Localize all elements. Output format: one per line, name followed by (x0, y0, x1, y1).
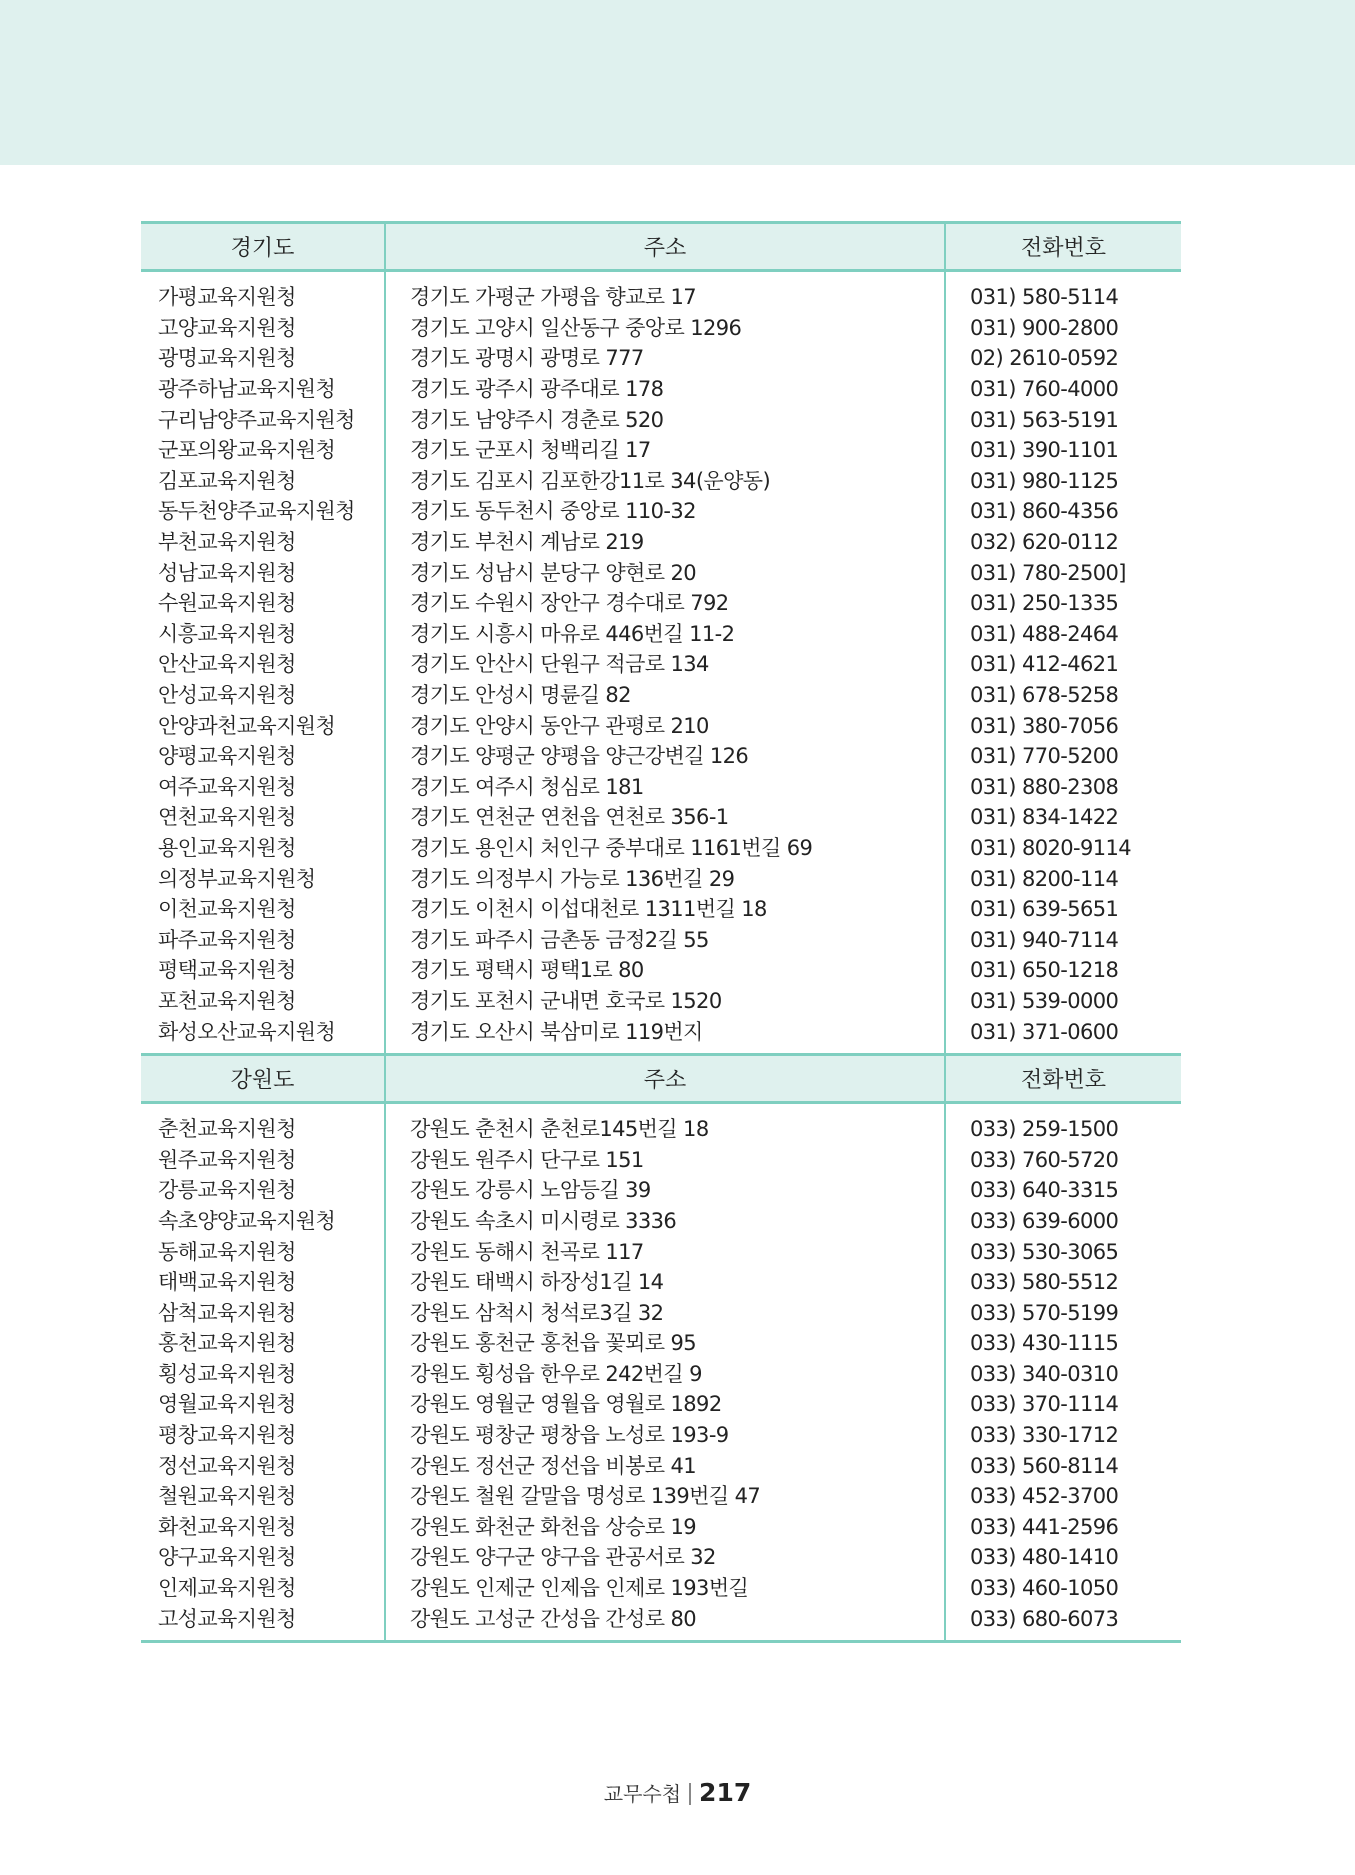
office-address: 경기도 안양시 동안구 관평로 210 (385, 710, 945, 741)
office-phone: 033) 560-8114 (945, 1450, 1181, 1481)
section-header-row (141, 223, 1181, 271)
office-name: 인제교육지원청 (158, 1576, 296, 1601)
office-name: 가평교육지원청 (158, 285, 296, 310)
office-name: 파주교육지원청 (158, 927, 296, 952)
office-address: 강원도 양구군 양구읍 관공서로 32 (385, 1542, 945, 1573)
table-row (141, 313, 1181, 344)
table-row (141, 1267, 1181, 1298)
table-row (141, 1359, 1181, 1390)
footer-divider (689, 1783, 691, 1805)
office-address: 경기도 군포시 청백리길 17 (385, 435, 945, 466)
office-name: 안양과천교육지원청 (158, 713, 336, 738)
office-address: 강원도 횡성읍 한우로 242번길 9 (385, 1359, 945, 1390)
table-row (141, 1420, 1181, 1451)
address-header: 주소 (385, 223, 945, 271)
office-phone: 031) 770-5200 (945, 741, 1181, 772)
office-address: 경기도 양평군 양평읍 양근강변길 126 (385, 741, 945, 772)
office-address: 경기도 포천시 군내면 호국로 1520 (385, 986, 945, 1017)
office-address: 경기도 수원시 장안구 경수대로 792 (385, 588, 945, 619)
office-phone: 033) 340-0310 (945, 1359, 1181, 1390)
office-phone: 031) 834-1422 (945, 802, 1181, 833)
table-row (141, 833, 1181, 864)
office-phone: 031) 412-4621 (945, 649, 1181, 680)
office-name: 평택교육지원청 (158, 958, 296, 983)
office-name: 용인교육지원청 (158, 835, 296, 860)
table-row (141, 741, 1181, 772)
office-phone: 033) 452-3700 (945, 1481, 1181, 1512)
table-row (141, 466, 1181, 497)
office-phone: 031) 563-5191 (945, 404, 1181, 435)
table-row (141, 1175, 1181, 1206)
table-row (141, 435, 1181, 466)
phone-header: 전화번호 (945, 223, 1181, 271)
office-name: 동해교육지원청 (158, 1239, 296, 1264)
table-row (141, 649, 1181, 680)
office-name: 안성교육지원청 (158, 683, 296, 708)
table-row (141, 1481, 1181, 1512)
office-name: 양평교육지원청 (158, 744, 296, 769)
office-address: 경기도 의정부시 가능로 136번길 29 (385, 863, 945, 894)
region-header: 경기도 (141, 223, 385, 271)
page-number: 217 (699, 1778, 752, 1807)
office-address: 경기도 연천군 연천읍 연천로 356-1 (385, 802, 945, 833)
office-name: 고성교육지원청 (141, 1603, 385, 1641)
office-address: 경기도 용인시 처인구 중부대로 1161번길 69 (385, 833, 945, 864)
office-name: 군포의왕교육지원청 (158, 438, 336, 463)
office-phone: 031) 371-0600 (945, 1016, 1181, 1054)
office-phone: 031) 780-2500] (945, 557, 1181, 588)
office-name: 화성오산교육지원청 (141, 1016, 385, 1054)
office-phone: 031) 250-1335 (945, 588, 1181, 619)
office-address: 강원도 철원 갈말읍 명성로 139번길 47 (385, 1481, 945, 1512)
table-row (141, 680, 1181, 711)
book-title: 교무수첩 (603, 1782, 682, 1806)
office-phone: 033) 430-1115 (945, 1328, 1181, 1359)
office-address: 경기도 여주시 청심로 181 (385, 772, 945, 803)
table-row (141, 1328, 1181, 1359)
office-phone: 031) 860-4356 (945, 496, 1181, 527)
office-address: 강원도 정선군 정선읍 비봉로 41 (385, 1450, 945, 1481)
table-row (141, 1512, 1181, 1543)
office-address: 경기도 안성시 명륜길 82 (385, 680, 945, 711)
table-row (141, 404, 1181, 435)
office-phone: 033) 639-6000 (945, 1206, 1181, 1237)
office-name: 동두천양주교육지원청 (158, 499, 355, 524)
office-address: 강원도 태백시 하장성1길 14 (385, 1267, 945, 1298)
office-address: 강원도 평창군 평창읍 노성로 193-9 (385, 1420, 945, 1451)
table-row (141, 710, 1181, 741)
office-phone: 031) 390-1101 (945, 435, 1181, 466)
office-name: 구리남양주교육지원청 (158, 407, 355, 432)
table-row (141, 1102, 1181, 1144)
office-address: 경기도 성남시 분당구 양현로 20 (385, 557, 945, 588)
table-row (141, 894, 1181, 925)
office-phone: 033) 370-1114 (945, 1389, 1181, 1420)
header-band (0, 0, 1355, 165)
office-phone: 033) 480-1410 (945, 1542, 1181, 1573)
office-address: 강원도 삼척시 청석로3길 32 (385, 1297, 945, 1328)
table-row (141, 986, 1181, 1017)
office-phone: 031) 580-5114 (945, 271, 1181, 313)
table-row (141, 955, 1181, 986)
office-address: 경기도 남양주시 경춘로 520 (385, 404, 945, 435)
office-name: 화천교육지원청 (158, 1514, 296, 1539)
office-name: 시흥교육지원청 (158, 621, 296, 646)
office-phone: 033) 570-5199 (945, 1297, 1181, 1328)
office-phone: 031) 650-1218 (945, 955, 1181, 986)
table-row (141, 374, 1181, 405)
office-phone: 033) 460-1050 (945, 1573, 1181, 1604)
table-row (141, 924, 1181, 955)
office-address: 강원도 인제군 인제읍 인제로 193번길 (385, 1573, 945, 1604)
office-phone: 033) 680-6073 (945, 1603, 1181, 1641)
office-address: 강원도 원주시 단구로 151 (385, 1144, 945, 1175)
office-phone: 032) 620-0112 (945, 527, 1181, 558)
office-phone: 031) 639-5651 (945, 894, 1181, 925)
office-address: 경기도 시흥시 마유로 446번길 11-2 (385, 619, 945, 650)
office-phone: 033) 441-2596 (945, 1512, 1181, 1543)
education-office-directory-table (141, 221, 1181, 1643)
table-row (141, 1573, 1181, 1604)
office-address: 강원도 화천군 화천읍 상승로 19 (385, 1512, 945, 1543)
table-row (141, 1206, 1181, 1237)
office-address: 경기도 김포시 김포한강11로 34(운양동) (385, 466, 945, 497)
table-row (141, 1542, 1181, 1573)
office-phone: 033) 330-1712 (945, 1420, 1181, 1451)
office-phone: 031) 980-1125 (945, 466, 1181, 497)
office-name: 광명교육지원청 (158, 346, 296, 371)
table-row (141, 772, 1181, 803)
office-address: 강원도 영월군 영월읍 영월로 1892 (385, 1389, 945, 1420)
office-address: 경기도 부천시 계남로 219 (385, 527, 945, 558)
office-name: 강릉교육지원청 (158, 1178, 296, 1203)
office-name: 의정부교육지원청 (158, 866, 316, 891)
office-address: 강원도 속초시 미시령로 3336 (385, 1206, 945, 1237)
section-header-row (141, 1054, 1181, 1102)
office-name: 삼척교육지원청 (158, 1300, 296, 1325)
office-address: 경기도 이천시 이섭대천로 1311번길 18 (385, 894, 945, 925)
page-footer (0, 1778, 1355, 1807)
office-name: 춘천교육지원청 (158, 1117, 296, 1142)
table-row (141, 1603, 1181, 1641)
office-name: 횡성교육지원청 (158, 1361, 296, 1386)
table-row (141, 557, 1181, 588)
office-address: 강원도 강릉시 노암등길 39 (385, 1175, 945, 1206)
table-row (141, 343, 1181, 374)
office-name: 원주교육지원청 (158, 1147, 296, 1172)
office-name: 광주하남교육지원청 (158, 377, 336, 402)
table-row (141, 527, 1181, 558)
office-phone: 031) 8200-114 (945, 863, 1181, 894)
office-name: 김포교육지원청 (158, 468, 296, 493)
office-name: 고양교육지원청 (158, 315, 296, 340)
office-phone: 031) 539-0000 (945, 986, 1181, 1017)
office-phone: 033) 640-3315 (945, 1175, 1181, 1206)
office-address: 경기도 고양시 일산동구 중앙로 1296 (385, 313, 945, 344)
office-name: 태백교육지원청 (158, 1270, 296, 1295)
office-address: 경기도 가평군 가평읍 향교로 17 (385, 271, 945, 313)
office-phone: 031) 678-5258 (945, 680, 1181, 711)
office-address: 강원도 춘천시 춘천로145번길 18 (385, 1102, 945, 1144)
office-phone: 033) 580-5512 (945, 1267, 1181, 1298)
office-phone: 031) 380-7056 (945, 710, 1181, 741)
office-name: 영월교육지원청 (158, 1392, 296, 1417)
office-name: 홍천교육지원청 (158, 1331, 296, 1356)
table-row (141, 863, 1181, 894)
office-address: 경기도 파주시 금촌동 금정2길 55 (385, 924, 945, 955)
table-row (141, 588, 1181, 619)
table-row (141, 619, 1181, 650)
table-row (141, 1016, 1181, 1054)
office-name: 포천교육지원청 (158, 988, 296, 1013)
office-name: 성남교육지원청 (158, 560, 296, 585)
office-address: 강원도 동해시 천곡로 117 (385, 1236, 945, 1267)
office-phone: 033) 259-1500 (945, 1102, 1181, 1144)
table-row (141, 1297, 1181, 1328)
office-name: 평창교육지원청 (158, 1423, 296, 1448)
office-phone: 031) 760-4000 (945, 374, 1181, 405)
table-row (141, 1389, 1181, 1420)
office-phone: 031) 8020-9114 (945, 833, 1181, 864)
office-address: 경기도 평택시 평택1로 80 (385, 955, 945, 986)
office-phone: 02) 2610-0592 (945, 343, 1181, 374)
office-phone: 031) 880-2308 (945, 772, 1181, 803)
table-row (141, 496, 1181, 527)
table-row (141, 1450, 1181, 1481)
table-row (141, 1236, 1181, 1267)
office-phone: 031) 900-2800 (945, 313, 1181, 344)
office-address: 강원도 고성군 간성읍 간성로 80 (385, 1603, 945, 1641)
office-address: 경기도 안산시 단원구 적금로 134 (385, 649, 945, 680)
table-row (141, 802, 1181, 833)
office-address: 경기도 오산시 북삼미로 119번지 (385, 1016, 945, 1054)
office-phone: 033) 530-3065 (945, 1236, 1181, 1267)
office-name: 연천교육지원청 (158, 805, 296, 830)
table-row (141, 1144, 1181, 1175)
office-name: 수원교육지원청 (158, 591, 296, 616)
office-name: 양구교육지원청 (158, 1545, 296, 1570)
office-name: 철원교육지원청 (158, 1484, 296, 1509)
table-row (141, 271, 1181, 313)
address-header: 주소 (385, 1054, 945, 1102)
office-name: 정선교육지원청 (158, 1453, 296, 1478)
office-phone: 033) 760-5720 (945, 1144, 1181, 1175)
office-address: 경기도 광주시 광주대로 178 (385, 374, 945, 405)
office-phone: 031) 940-7114 (945, 924, 1181, 955)
office-address: 경기도 광명시 광명로 777 (385, 343, 945, 374)
office-name: 안산교육지원청 (158, 652, 296, 677)
office-name: 부천교육지원청 (158, 530, 296, 555)
office-name: 이천교육지원청 (158, 897, 296, 922)
office-phone: 031) 488-2464 (945, 619, 1181, 650)
office-address: 강원도 홍천군 홍천읍 꽃뫼로 95 (385, 1328, 945, 1359)
office-address: 경기도 동두천시 중앙로 110-32 (385, 496, 945, 527)
region-header: 강원도 (141, 1054, 385, 1102)
office-name: 여주교육지원청 (158, 774, 296, 799)
office-name: 속초양양교육지원청 (158, 1208, 336, 1233)
phone-header: 전화번호 (945, 1054, 1181, 1102)
